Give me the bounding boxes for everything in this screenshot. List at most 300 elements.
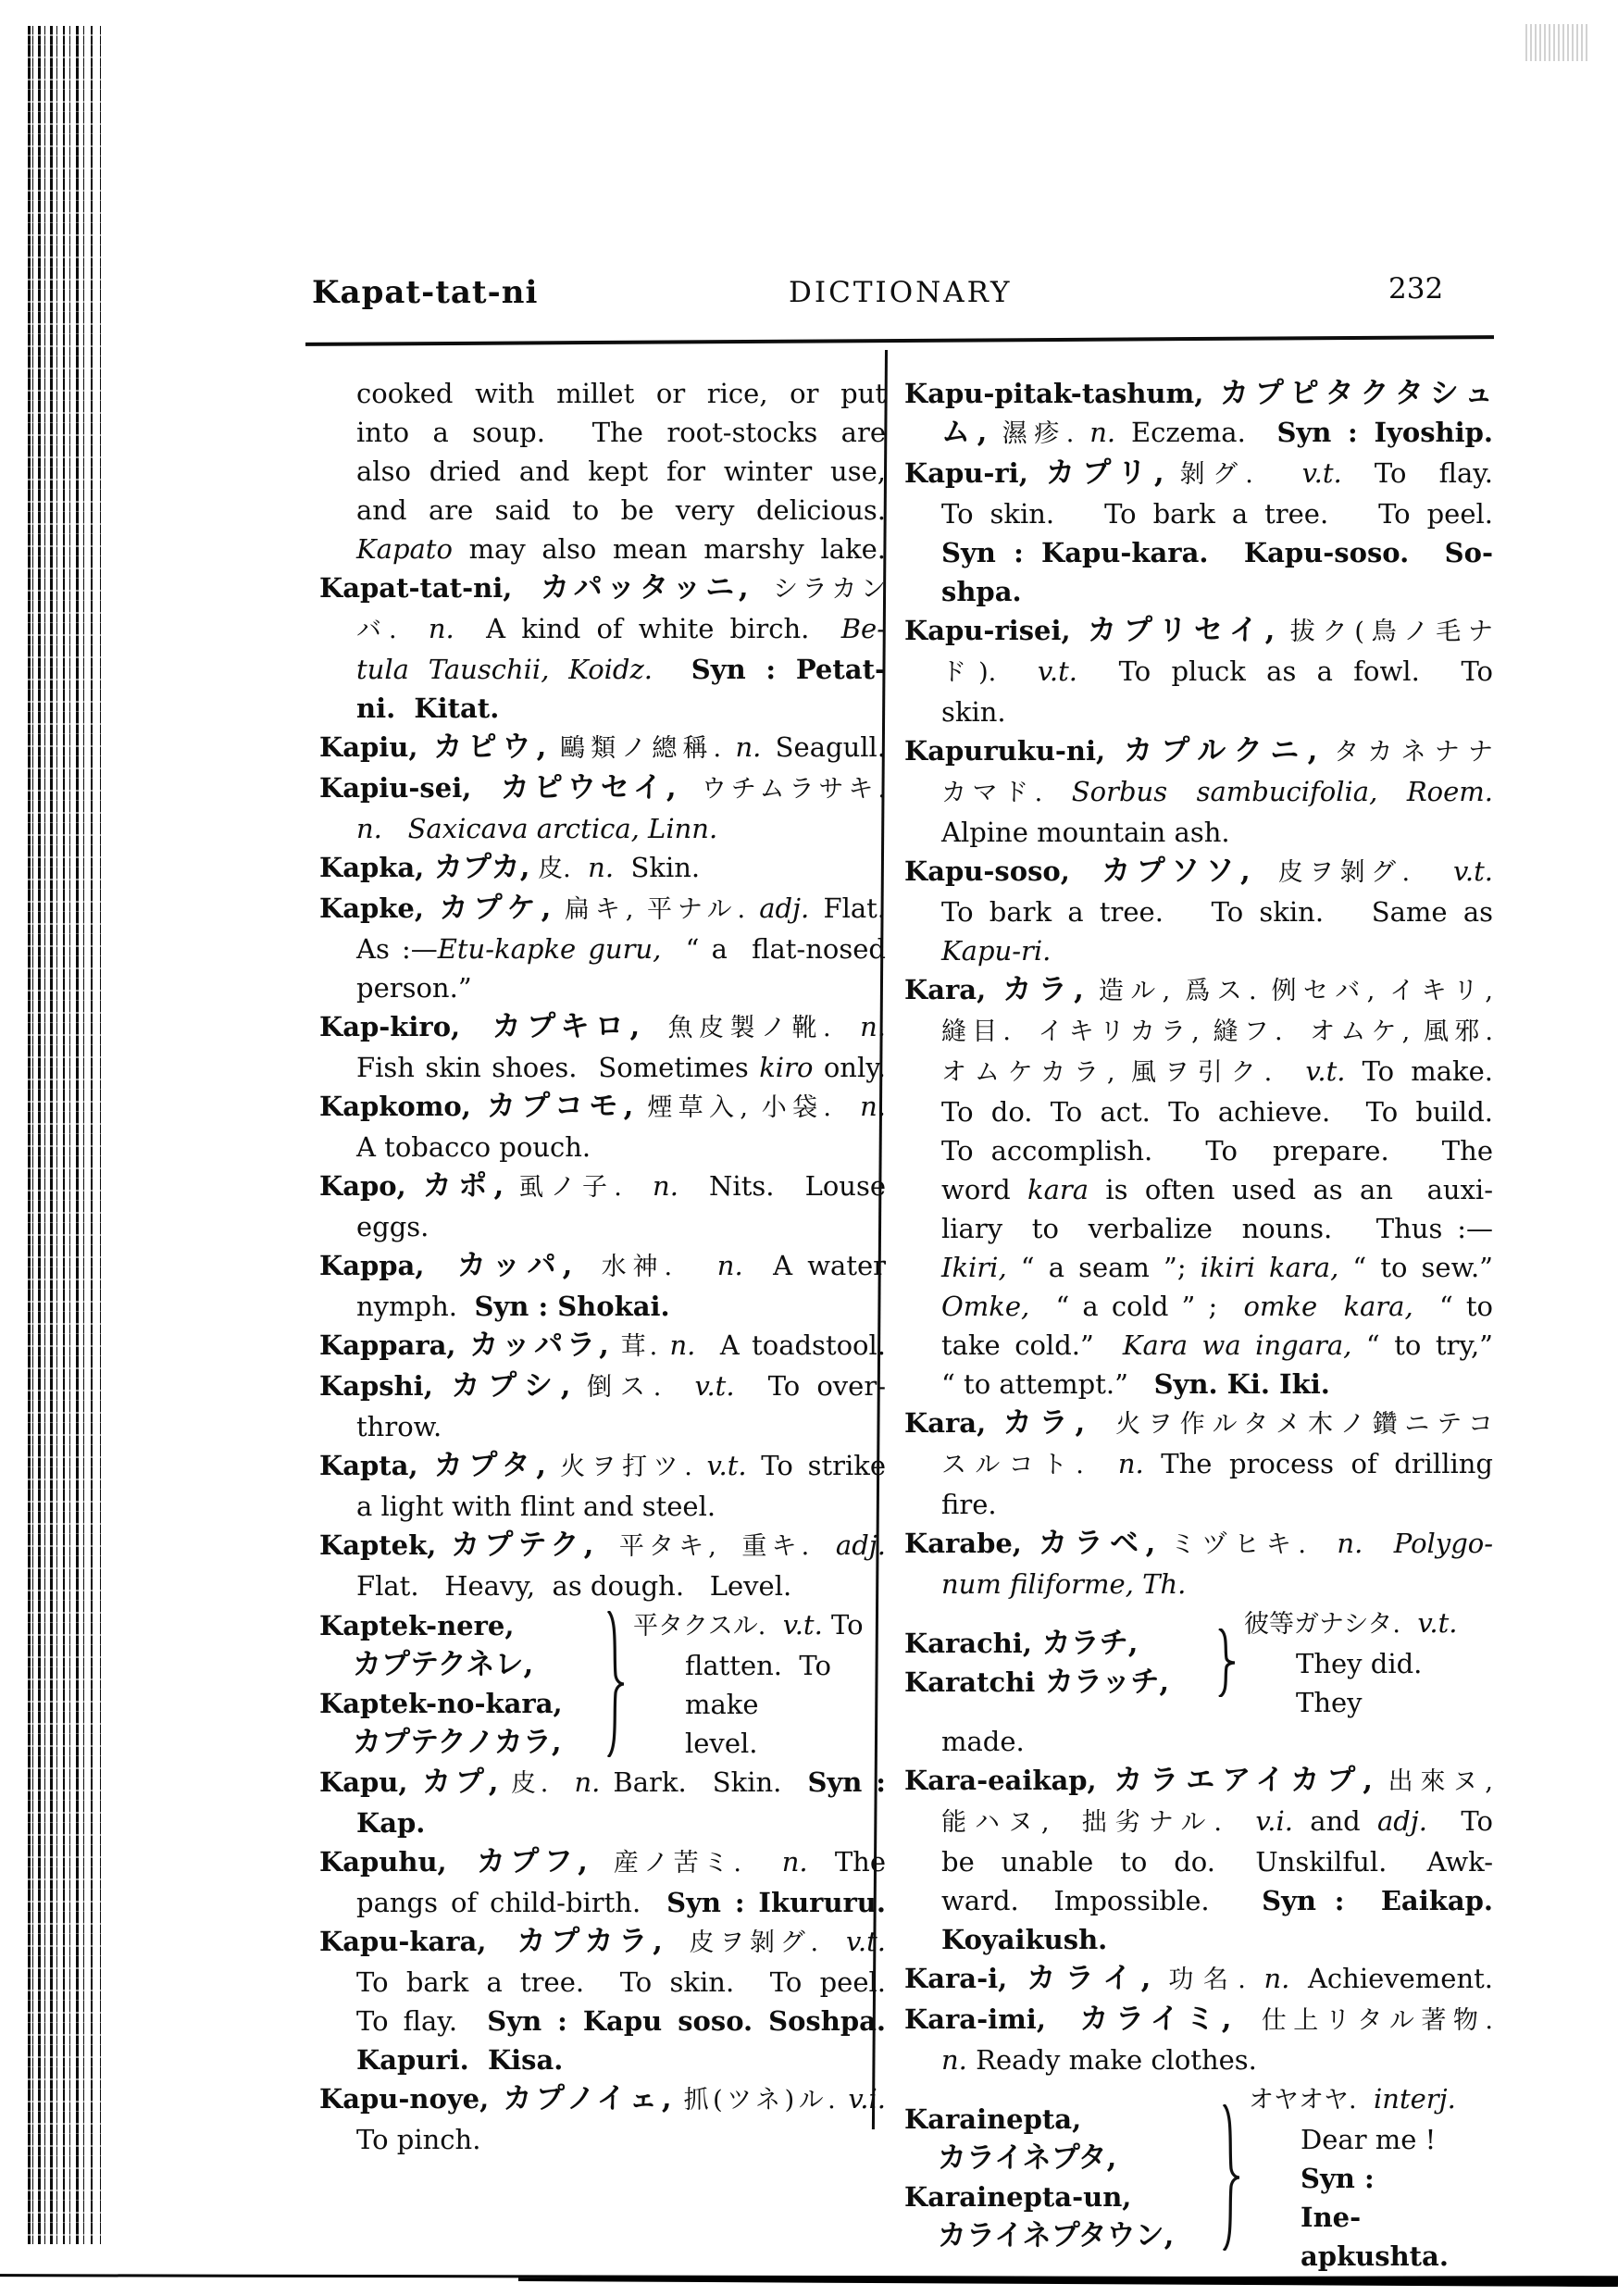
italic-text: n. (781, 1846, 808, 1878)
text-run: カプリ, (1027, 456, 1164, 490)
italic-text: tula Tauschii, Koidz. (356, 654, 653, 685)
headword-text: Syn : Iyoship. (1276, 417, 1493, 448)
headword-text: Kappara, (319, 1329, 456, 1361)
text-run: To pluck as a fowl. To (1077, 655, 1493, 687)
entry-line (904, 693, 1493, 731)
text-run: 茸. (608, 1332, 658, 1361)
entry-line (904, 1131, 1493, 1170)
text-run: Fish skin shoes. Sometimes (356, 1052, 760, 1083)
entry-line (319, 650, 886, 689)
text-run: 縫目. イキリカラ, 縫フ. オムケ, 風邪. (941, 1017, 1493, 1046)
running-head-guideword: Kapat-tat-ni (312, 274, 539, 311)
entry-line (319, 1366, 886, 1407)
text-run: ム, (941, 416, 988, 449)
text-run: “ to (1413, 1291, 1494, 1322)
text-run: is often used as an auxi- (1089, 1174, 1493, 1205)
entry-line (319, 1606, 602, 1645)
entry-line (904, 1485, 1493, 1524)
text-run: ウチムラサキ. (676, 775, 886, 804)
entry-line (904, 2139, 1217, 2177)
text-run: and are said to be very delicious. (356, 494, 886, 526)
entry-line (904, 2040, 1493, 2079)
curly-brace-icon (605, 1611, 626, 1757)
text-run: flatten. To make (685, 1650, 840, 1720)
entry-line (904, 1248, 1493, 1287)
text-run (996, 655, 1038, 687)
entry-line (319, 491, 886, 530)
entry-line (904, 2100, 1217, 2139)
italic-text: n. (669, 1329, 696, 1361)
text-run: To over- (734, 1370, 886, 1402)
entry-line (319, 1207, 886, 1246)
text-run: cooked with millet or rice, or put (356, 378, 886, 409)
entry-line (633, 1724, 886, 1763)
italic-text: n. (941, 2044, 967, 2076)
headword-text: Kapka, (319, 852, 425, 883)
text-run: カプカ, (424, 851, 530, 884)
text-run: 能ハヌ, 拙劣ナル. (941, 1808, 1222, 1837)
headword-text: Syn : Kapu soso. Soshpa. (487, 2005, 886, 2037)
headword-text: Syn : Ikururu. (666, 1887, 886, 1918)
text-run: Achievement. (1289, 1963, 1494, 1994)
text-run: カプケ, (423, 892, 552, 925)
text-run: カプフ, (446, 1845, 588, 1878)
text-run: A toadstool. (695, 1329, 887, 1361)
text-run (692, 1450, 707, 1481)
text-run (831, 1011, 860, 1042)
text-run: オヤオヤ. (1249, 2086, 1357, 2115)
brace-definition (1244, 1603, 1493, 1722)
text-run (1246, 1963, 1264, 1994)
entry-line (904, 1624, 1213, 1663)
text-run: 拔ク(鳥ノ毛ナ (1275, 618, 1493, 646)
italic-text: kiro (759, 1052, 814, 1083)
text-run: To skin. To bark a tree. To peel. (941, 498, 1493, 530)
text-run: nymph. (356, 1291, 475, 1322)
entry-line (904, 1092, 1493, 1131)
text-run: カプルクニ, (1105, 734, 1318, 767)
entry-line (319, 1723, 602, 1762)
headword-text: Kapuruku-ni, (904, 735, 1106, 767)
headword-text: Kapu, (319, 1766, 408, 1798)
text-run: To flay. (356, 2005, 488, 2037)
text-run: Nits. Louse (678, 1170, 887, 1202)
page-number: 232 (1388, 272, 1444, 306)
text-run: a light with flint and steel. (356, 1491, 716, 1522)
entry-line (319, 1803, 886, 1842)
entry-line (319, 609, 886, 650)
text-run: A kind of white birch. (454, 613, 841, 644)
entry-line (319, 809, 886, 848)
entry-line (319, 1446, 886, 1487)
entry-line (1244, 1603, 1493, 1644)
header-rule (305, 335, 1494, 346)
headword-text: Kapuri. Kisa. (356, 2044, 564, 2076)
italic-text: v.t. (1417, 1607, 1458, 1639)
headword-text: Kara-i, (904, 1963, 1008, 1994)
text-run: eggs. (356, 1211, 429, 1242)
text-run (721, 731, 735, 763)
text-run: 造ル, 爲ス. 例セバ, イキリ, (1083, 977, 1493, 1005)
text-run: カラ, (986, 973, 1084, 1006)
headword-text: Kap. (356, 1807, 426, 1839)
italic-text: Kapu-ri. (941, 935, 1052, 967)
text-run: 扁キ, 平ナル. (551, 895, 746, 924)
italic-text: n. (716, 1250, 743, 1281)
entry-line (904, 892, 1493, 931)
text-run (661, 1370, 694, 1402)
entry-line (319, 768, 886, 809)
scan-noise-top-right (1525, 24, 1590, 61)
italic-text: n. (653, 1170, 678, 1202)
headword-text: Kaptek-nere, (319, 1610, 515, 1641)
entry-line (319, 1246, 886, 1287)
text-run: Alpine mountain ash. (941, 817, 1230, 848)
entry-line (904, 572, 1493, 611)
entry-line (904, 2000, 1493, 2040)
entry-line (319, 1566, 886, 1605)
entry-line (319, 1883, 886, 1922)
text-run: 皮ヲ剝グ. (662, 1928, 819, 1957)
text-run: may also mean marshy lake. (452, 533, 886, 565)
running-head-title: DICTIONARY (789, 276, 1013, 309)
entry-line (904, 731, 1493, 772)
brace-group (904, 1603, 1493, 1722)
entry-line (904, 454, 1493, 494)
text-run: 剝グ. (1164, 460, 1253, 489)
text-run: To (822, 1609, 864, 1641)
text-run: be unable to do. Unskilful. Awk- (941, 1846, 1493, 1878)
text-run (836, 2083, 849, 2115)
text-run: スルコト. (941, 1451, 1084, 1479)
text-run: The (807, 1846, 886, 1878)
text-run: “ a flat-nosed (661, 933, 886, 965)
text-run: カプシ, (432, 1369, 571, 1403)
text-run: Eczema. (1115, 417, 1277, 448)
text-run: take cold.” (941, 1329, 1123, 1361)
text-run: ward. Impossible. (941, 1885, 1263, 1916)
text-run (1084, 1448, 1118, 1479)
text-run (745, 892, 759, 924)
text-run: To strike (746, 1450, 887, 1481)
text-run (622, 1170, 653, 1202)
italic-text: n. (1337, 1528, 1363, 1559)
headword-text: Kapkomo, (319, 1091, 471, 1122)
italic-text: Saxicava arctica, Linn. (407, 813, 718, 844)
entry-line (633, 1646, 886, 1724)
entry-line (319, 848, 886, 889)
italic-text: n. (1117, 1448, 1144, 1479)
text-run: only. (813, 1052, 886, 1083)
text-run: liary to verbalize nouns. Thus :— (941, 1213, 1493, 1244)
entry-line (904, 1663, 1213, 1702)
text-run: カラ, (986, 1406, 1086, 1440)
italic-text: adj. (759, 892, 810, 924)
text-run: A water (742, 1250, 887, 1281)
entry-line (319, 1684, 602, 1723)
text-run: To flay. (1341, 457, 1493, 489)
text-run: pangs of child-birth. (356, 1887, 667, 1918)
text-run: カプテクネレ, (353, 1648, 534, 1681)
entry-line (904, 931, 1493, 970)
text-run: “ a seam ”; (1006, 1252, 1201, 1283)
headword-text: Kapat-tat-ni, (319, 572, 513, 604)
brace-group (319, 1605, 886, 1763)
italic-text: v.i. (848, 2083, 887, 2115)
entry-line (904, 611, 1493, 652)
text-run: カライネプタ, (938, 2141, 1117, 2175)
text-run: 功名. (1151, 1965, 1246, 1994)
entry-line (319, 1007, 886, 1048)
text-run (765, 1609, 782, 1641)
headword-text: Kapuhu, (319, 1846, 447, 1878)
text-run: As :— (356, 933, 438, 965)
text-run: カラベ, (1021, 1527, 1156, 1560)
entry-line (904, 852, 1493, 892)
entry-line (319, 728, 886, 768)
text-run: into a soup. The root-stocks are (356, 417, 886, 448)
headword-text: Karainepta-un, (904, 2181, 1132, 2213)
italic-text: n. (356, 813, 382, 844)
headword-text: Kapu-ri, (904, 457, 1028, 489)
italic-text: v.t. (1452, 855, 1493, 887)
text-run: 彼等ガナシタ. (1244, 1610, 1400, 1639)
italic-text: Sorbus sambucifolia, Roem. (1071, 776, 1493, 807)
headword-text: Kapu-soso, (904, 855, 1070, 887)
text-run: 鷗類ノ總稱. (546, 734, 722, 763)
text-run: “ to sew.” (1338, 1252, 1493, 1283)
entry-line (904, 1170, 1493, 1209)
headword-text: Karainepta, (904, 2103, 1082, 2135)
text-run: 抓(ツネ)ル. (671, 2086, 836, 2115)
italic-text: Etu-kapke guru, (437, 933, 662, 965)
text-run: “ a cold ” ; (1029, 1291, 1244, 1322)
curly-brace-icon (1216, 1628, 1237, 1697)
italic-text: v.t. (1305, 1055, 1346, 1087)
entry-line (904, 1052, 1493, 1092)
text-run: カライネプタウン, (938, 2219, 1175, 2252)
italic-text: Omke, (941, 1291, 1030, 1322)
text-run: オムケカラ, 風ヲ引ク. (941, 1058, 1273, 1087)
text-run (548, 1766, 574, 1798)
entry-line (319, 568, 886, 609)
text-run: 皮ヲ剝グ. (1250, 858, 1411, 887)
entry-line (1244, 1644, 1493, 1722)
entry-line (904, 772, 1493, 813)
italic-text: n. (735, 731, 762, 763)
text-run: 皮. (498, 1769, 549, 1798)
headword-text: ni. Kitat. (356, 693, 500, 724)
entry-line (904, 2177, 1217, 2216)
text-run: カプ, (407, 1766, 499, 1799)
text-run: カプソソ, (1069, 855, 1251, 888)
headword-text: Syn : (1301, 2163, 1375, 2194)
entry-line (904, 1524, 1493, 1565)
text-run: made. (941, 1726, 1025, 1757)
text-run: 水神. (572, 1253, 673, 1281)
italic-text: n. (574, 1766, 601, 1798)
italic-text: Kara wa ingara, (1122, 1329, 1352, 1361)
curly-brace-icon (1221, 2104, 1241, 2251)
text-run (741, 1846, 782, 1878)
headword-text: Syn : (807, 1766, 886, 1798)
headword-text: Karatchi (904, 1666, 1036, 1698)
italic-text: v.t. (1037, 655, 1077, 687)
entry-line (904, 1565, 1493, 1603)
text-run: カライ, (1007, 1962, 1151, 1995)
italic-text: v.t. (782, 1609, 823, 1641)
text-run (672, 1250, 717, 1281)
italic-text: n. (860, 1011, 887, 1042)
entry-line (319, 889, 886, 930)
headword-text: Syn : Petat- (691, 654, 886, 685)
text-run (831, 1091, 860, 1122)
entry-line (319, 1645, 602, 1684)
text-run: 仕上リタル著物. (1231, 2006, 1494, 2035)
text-run (1400, 1607, 1417, 1639)
entry-line (319, 374, 886, 413)
text-run: カライミ, (1045, 2003, 1232, 2036)
italic-text: Polygo- (1393, 1528, 1494, 1559)
italic-text: adj. (1376, 1805, 1428, 1837)
text-run: 魚皮製ノ靴. (640, 1014, 831, 1042)
headword-text: Kara-imi, (904, 2003, 1046, 2035)
text-run (1074, 417, 1089, 448)
entry-line (319, 930, 886, 968)
headword-text: Kapke, (319, 892, 424, 924)
entry-line (319, 1487, 886, 1526)
text-run: 火ヲ打ツ. (546, 1453, 692, 1481)
text-run: To pinch. (356, 2124, 481, 2155)
text-run: “ to try,” (1351, 1329, 1493, 1361)
entry-line (904, 652, 1493, 693)
text-run: To bark a tree. To skin. To peel. (356, 1966, 886, 1998)
text-run (1357, 2083, 1374, 2115)
entry-line (904, 1761, 1493, 1802)
entry-line (319, 2120, 886, 2159)
text-run: To (1427, 1805, 1493, 1837)
text-run: level. (685, 1728, 758, 1759)
text-run (382, 813, 408, 844)
entry-line (319, 1326, 886, 1366)
entry-line (904, 2216, 1217, 2255)
text-run: カッパラ, (455, 1329, 609, 1362)
text-run: fire. (941, 1489, 997, 1520)
entry-line (904, 1209, 1493, 1248)
entry-line (319, 968, 886, 1007)
text-run: ド). (941, 658, 997, 687)
text-run: To make. (1345, 1055, 1493, 1087)
text-run: タカネナナ (1317, 738, 1493, 767)
entry-line (319, 413, 886, 452)
headword-text: shpa. (941, 576, 1022, 607)
text-run: カプテクノカラ, (353, 1726, 562, 1759)
text-run: カプキロ, (460, 1010, 641, 1043)
entry-line (319, 530, 886, 568)
text-run: カラッチ, (1035, 1666, 1170, 1699)
headword-text: Syn : Eaikap. (1262, 1885, 1493, 1916)
brace-definition (633, 1605, 886, 1763)
text-run: Flat. (809, 892, 887, 924)
entry-line (319, 1128, 886, 1167)
text-run: バ. (356, 616, 397, 644)
headword-text: Kap-kiro, (319, 1011, 461, 1042)
italic-text: v.t. (694, 1370, 735, 1402)
headword-text: Kaptek-no-kara, (319, 1688, 563, 1719)
entry-line (319, 1087, 886, 1128)
headword-text: Syn : Shokai. (474, 1291, 670, 1322)
text-run: Flat. Heavy, as dough. Level. (356, 1570, 792, 1602)
headword-text: Syn. Ki. Iki. (1153, 1368, 1330, 1400)
headword-text: Kaptek, (319, 1529, 437, 1561)
entry-line (904, 1959, 1493, 2000)
text-run: “ to attempt.” (941, 1368, 1154, 1400)
text-run: カプノイェ, (489, 2082, 672, 2115)
right-column (904, 374, 1493, 2276)
headword-text: Kapu-noye, (319, 2083, 490, 2115)
entry-line (904, 1920, 1493, 1959)
entry-line (904, 1444, 1493, 1485)
text-run: カプカラ, (486, 1925, 663, 1958)
entry-line (319, 1287, 886, 1326)
text-run: also dried and kept for winter use, (356, 455, 886, 487)
headword-text: Kara, (904, 1407, 987, 1439)
headword-text: Kara, (904, 974, 987, 1005)
text-run: throw. (356, 1411, 442, 1442)
headword-text: Kapiu, (319, 731, 418, 763)
text-run: 産ノ苦ミ. (587, 1849, 741, 1878)
italic-text: num filiforme, Th. (941, 1568, 1187, 1600)
entry-line (904, 813, 1493, 852)
text-run: To do. To act. To achieve. To build. (941, 1096, 1493, 1128)
text-run (657, 1329, 669, 1361)
italic-text: interj. (1374, 2083, 1456, 2115)
text-run: They did. They (1296, 1648, 1439, 1718)
entry-line (319, 1048, 886, 1087)
italic-text: n. (428, 613, 454, 644)
italic-text: v.t. (845, 1926, 886, 1957)
entry-line (319, 452, 886, 491)
headword-text: Kara-eaikap, (904, 1765, 1097, 1796)
text-run (1410, 855, 1453, 887)
text-run: カプコモ, (470, 1090, 634, 1123)
entry-line (319, 2002, 886, 2040)
text-run: カプリセイ, (1070, 614, 1276, 647)
italic-text: v.i. (1255, 1805, 1293, 1837)
brace-headwords (319, 1606, 602, 1762)
entry-line (1249, 2120, 1493, 2198)
headword-text: Koyaikush. (941, 1924, 1108, 1955)
headword-text: Kapo, (319, 1170, 406, 1202)
text-run: 濕疹. (987, 419, 1075, 448)
headword-text: Kapu-kara, (319, 1926, 487, 1957)
text-run: 倒ス. (570, 1373, 662, 1402)
italic-text: n. (588, 852, 615, 883)
italic-text: Be- (840, 613, 886, 644)
text-run (1306, 1528, 1337, 1559)
text-run (809, 1529, 836, 1561)
text-run (1363, 1528, 1393, 1559)
text-run (653, 654, 691, 685)
headword-text: Syn : Kapu-kara. Kapu-soso. So- (941, 537, 1493, 568)
left-column (319, 374, 886, 2159)
text-run (1253, 457, 1302, 489)
text-run: 皮. (529, 855, 571, 883)
text-run: Bark. Skin. (600, 1766, 808, 1798)
brace-headwords (904, 2100, 1217, 2255)
headword-text: Karachi, (904, 1628, 1032, 1659)
italic-text: Kapato (356, 533, 453, 565)
